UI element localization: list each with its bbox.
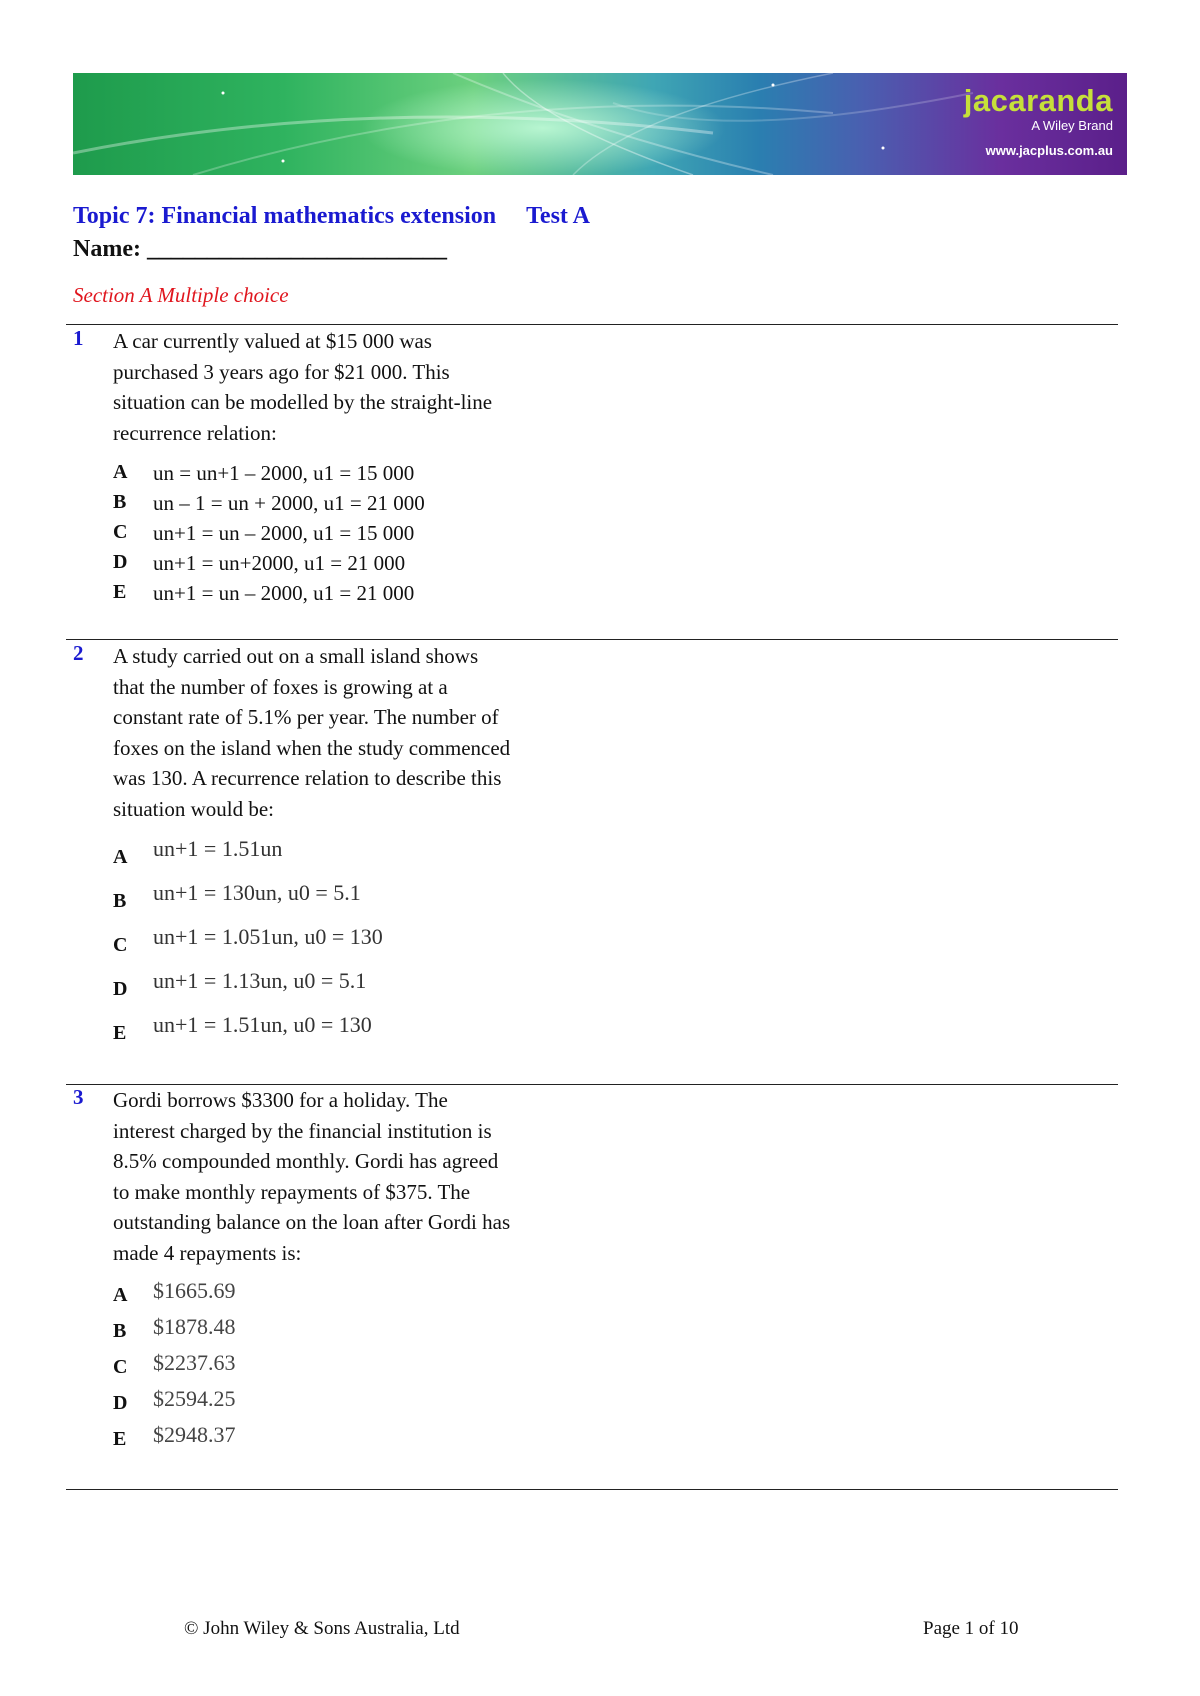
option-text: un+1 = 1.51un xyxy=(153,836,283,861)
option-letter: D xyxy=(113,978,128,1000)
option-letter: E xyxy=(113,1428,127,1450)
question-text-line: purchased 3 years ago for $21 000. This xyxy=(113,359,450,384)
option-b[interactable] xyxy=(113,1314,613,1344)
question-text xyxy=(113,326,603,448)
option-text: un+1 = 1.051un, u0 = 130 xyxy=(153,924,383,949)
option-a[interactable] xyxy=(113,1278,613,1308)
test-label: Test A xyxy=(526,203,590,229)
question-text-line: A car currently valued at $15 000 was xyxy=(113,329,432,353)
option-a[interactable] xyxy=(113,836,613,866)
question-text-line: was 130. A recurrence relation to describe this xyxy=(113,766,502,790)
option-text: $2594.25 xyxy=(153,1386,236,1411)
question-text-line: interest charged by the financial institution is xyxy=(113,1118,492,1143)
question-text-line: situation can be modelled by the straight-line xyxy=(113,390,493,414)
question-text-line: Gordi borrows $3300 for a holiday. The xyxy=(113,1088,448,1112)
option-letter: B xyxy=(113,491,127,513)
option-e[interactable] xyxy=(113,1422,613,1452)
question-text-line: recurrence relation: xyxy=(113,420,277,445)
question-text-line: foxes on the island when the study commenced xyxy=(113,735,511,760)
option-c[interactable] xyxy=(113,924,613,954)
option-text: un+1 = un – 2000, u1 = 21 000 xyxy=(153,581,415,605)
footer-page-number: Page 1 of 10 xyxy=(923,1618,1019,1639)
option-text: un+1 = un – 2000, u1 = 15 000 xyxy=(153,521,415,545)
footer-copyright: © John Wiley & Sons Australia, Ltd xyxy=(184,1618,460,1639)
option-letter: C xyxy=(113,1356,128,1378)
divider xyxy=(66,1489,1118,1490)
question-text xyxy=(113,641,603,824)
option-b[interactable] xyxy=(113,880,613,910)
option-letter: E xyxy=(113,1022,127,1044)
question-text-line: constant rate of 5.1% per year. The number of xyxy=(113,705,499,729)
option-letter: A xyxy=(113,1284,128,1306)
question-text-line: that the number of foxes is growing at a xyxy=(113,674,448,699)
logo-name: jacaranda xyxy=(963,83,1113,118)
question-text-line: 8.5% compounded monthly. Gordi has agreed xyxy=(113,1149,499,1173)
option-text: $2237.63 xyxy=(153,1350,236,1375)
option-letter: B xyxy=(113,1320,127,1342)
option-d[interactable] xyxy=(113,551,613,581)
option-text: $2948.37 xyxy=(153,1422,236,1447)
option-text: un+1 = 1.13un, u0 = 5.1 xyxy=(153,968,367,993)
divider xyxy=(66,639,1118,640)
question-number: 2 xyxy=(73,641,84,665)
option-text: $1665.69 xyxy=(153,1278,236,1303)
topic-title: Topic 7: Financial mathematics extension xyxy=(73,203,497,229)
option-c[interactable] xyxy=(113,521,613,551)
question-text-line: to make monthly repayments of $375. The xyxy=(113,1179,471,1204)
option-d[interactable] xyxy=(113,968,613,998)
option-text: un+1 = 130un, u0 = 5.1 xyxy=(153,880,361,905)
option-letter: D xyxy=(113,551,128,573)
option-letter: A xyxy=(113,461,128,483)
divider xyxy=(66,324,1118,325)
question-number: 1 xyxy=(73,326,84,350)
page-title xyxy=(73,203,590,230)
option-letter: D xyxy=(113,1392,128,1414)
option-c[interactable] xyxy=(113,1350,613,1380)
option-text: un+1 = 1.51un, u0 = 130 xyxy=(153,1012,372,1037)
option-e[interactable] xyxy=(113,581,613,611)
option-letter: B xyxy=(113,890,127,912)
logo-tagline: A Wiley Brand xyxy=(1031,118,1113,133)
logo-url: www.jacplus.com.au xyxy=(985,143,1113,158)
option-text: un+1 = un+2000, u1 = 21 000 xyxy=(153,551,406,575)
question-text xyxy=(113,1085,603,1268)
option-text: $1878.48 xyxy=(153,1314,236,1339)
option-letter: C xyxy=(113,934,128,956)
question-text-line: made 4 repayments is: xyxy=(113,1240,302,1265)
option-e[interactable] xyxy=(113,1012,613,1042)
option-text: un = un+1 – 2000, u1 = 15 000 xyxy=(153,461,415,485)
question-text-line: A study carried out on a small island shows xyxy=(113,644,479,668)
header-banner xyxy=(73,73,1127,175)
option-a[interactable] xyxy=(113,461,613,491)
question-number: 3 xyxy=(73,1085,84,1109)
section-heading: Section A Multiple choice xyxy=(73,283,289,307)
jacaranda-logo xyxy=(964,85,1113,158)
name-field-label: Name: _________________________ xyxy=(73,236,447,262)
option-letter: A xyxy=(113,846,128,868)
option-d[interactable] xyxy=(113,1386,613,1416)
option-b[interactable] xyxy=(113,491,613,521)
option-letter: E xyxy=(113,581,127,603)
question-text-line: situation would be: xyxy=(113,796,274,821)
option-letter: C xyxy=(113,521,128,543)
question-text-line: outstanding balance on the loan after Gordi has xyxy=(113,1210,511,1234)
option-text: un – 1 = un + 2000, u1 = 21 000 xyxy=(153,491,425,515)
